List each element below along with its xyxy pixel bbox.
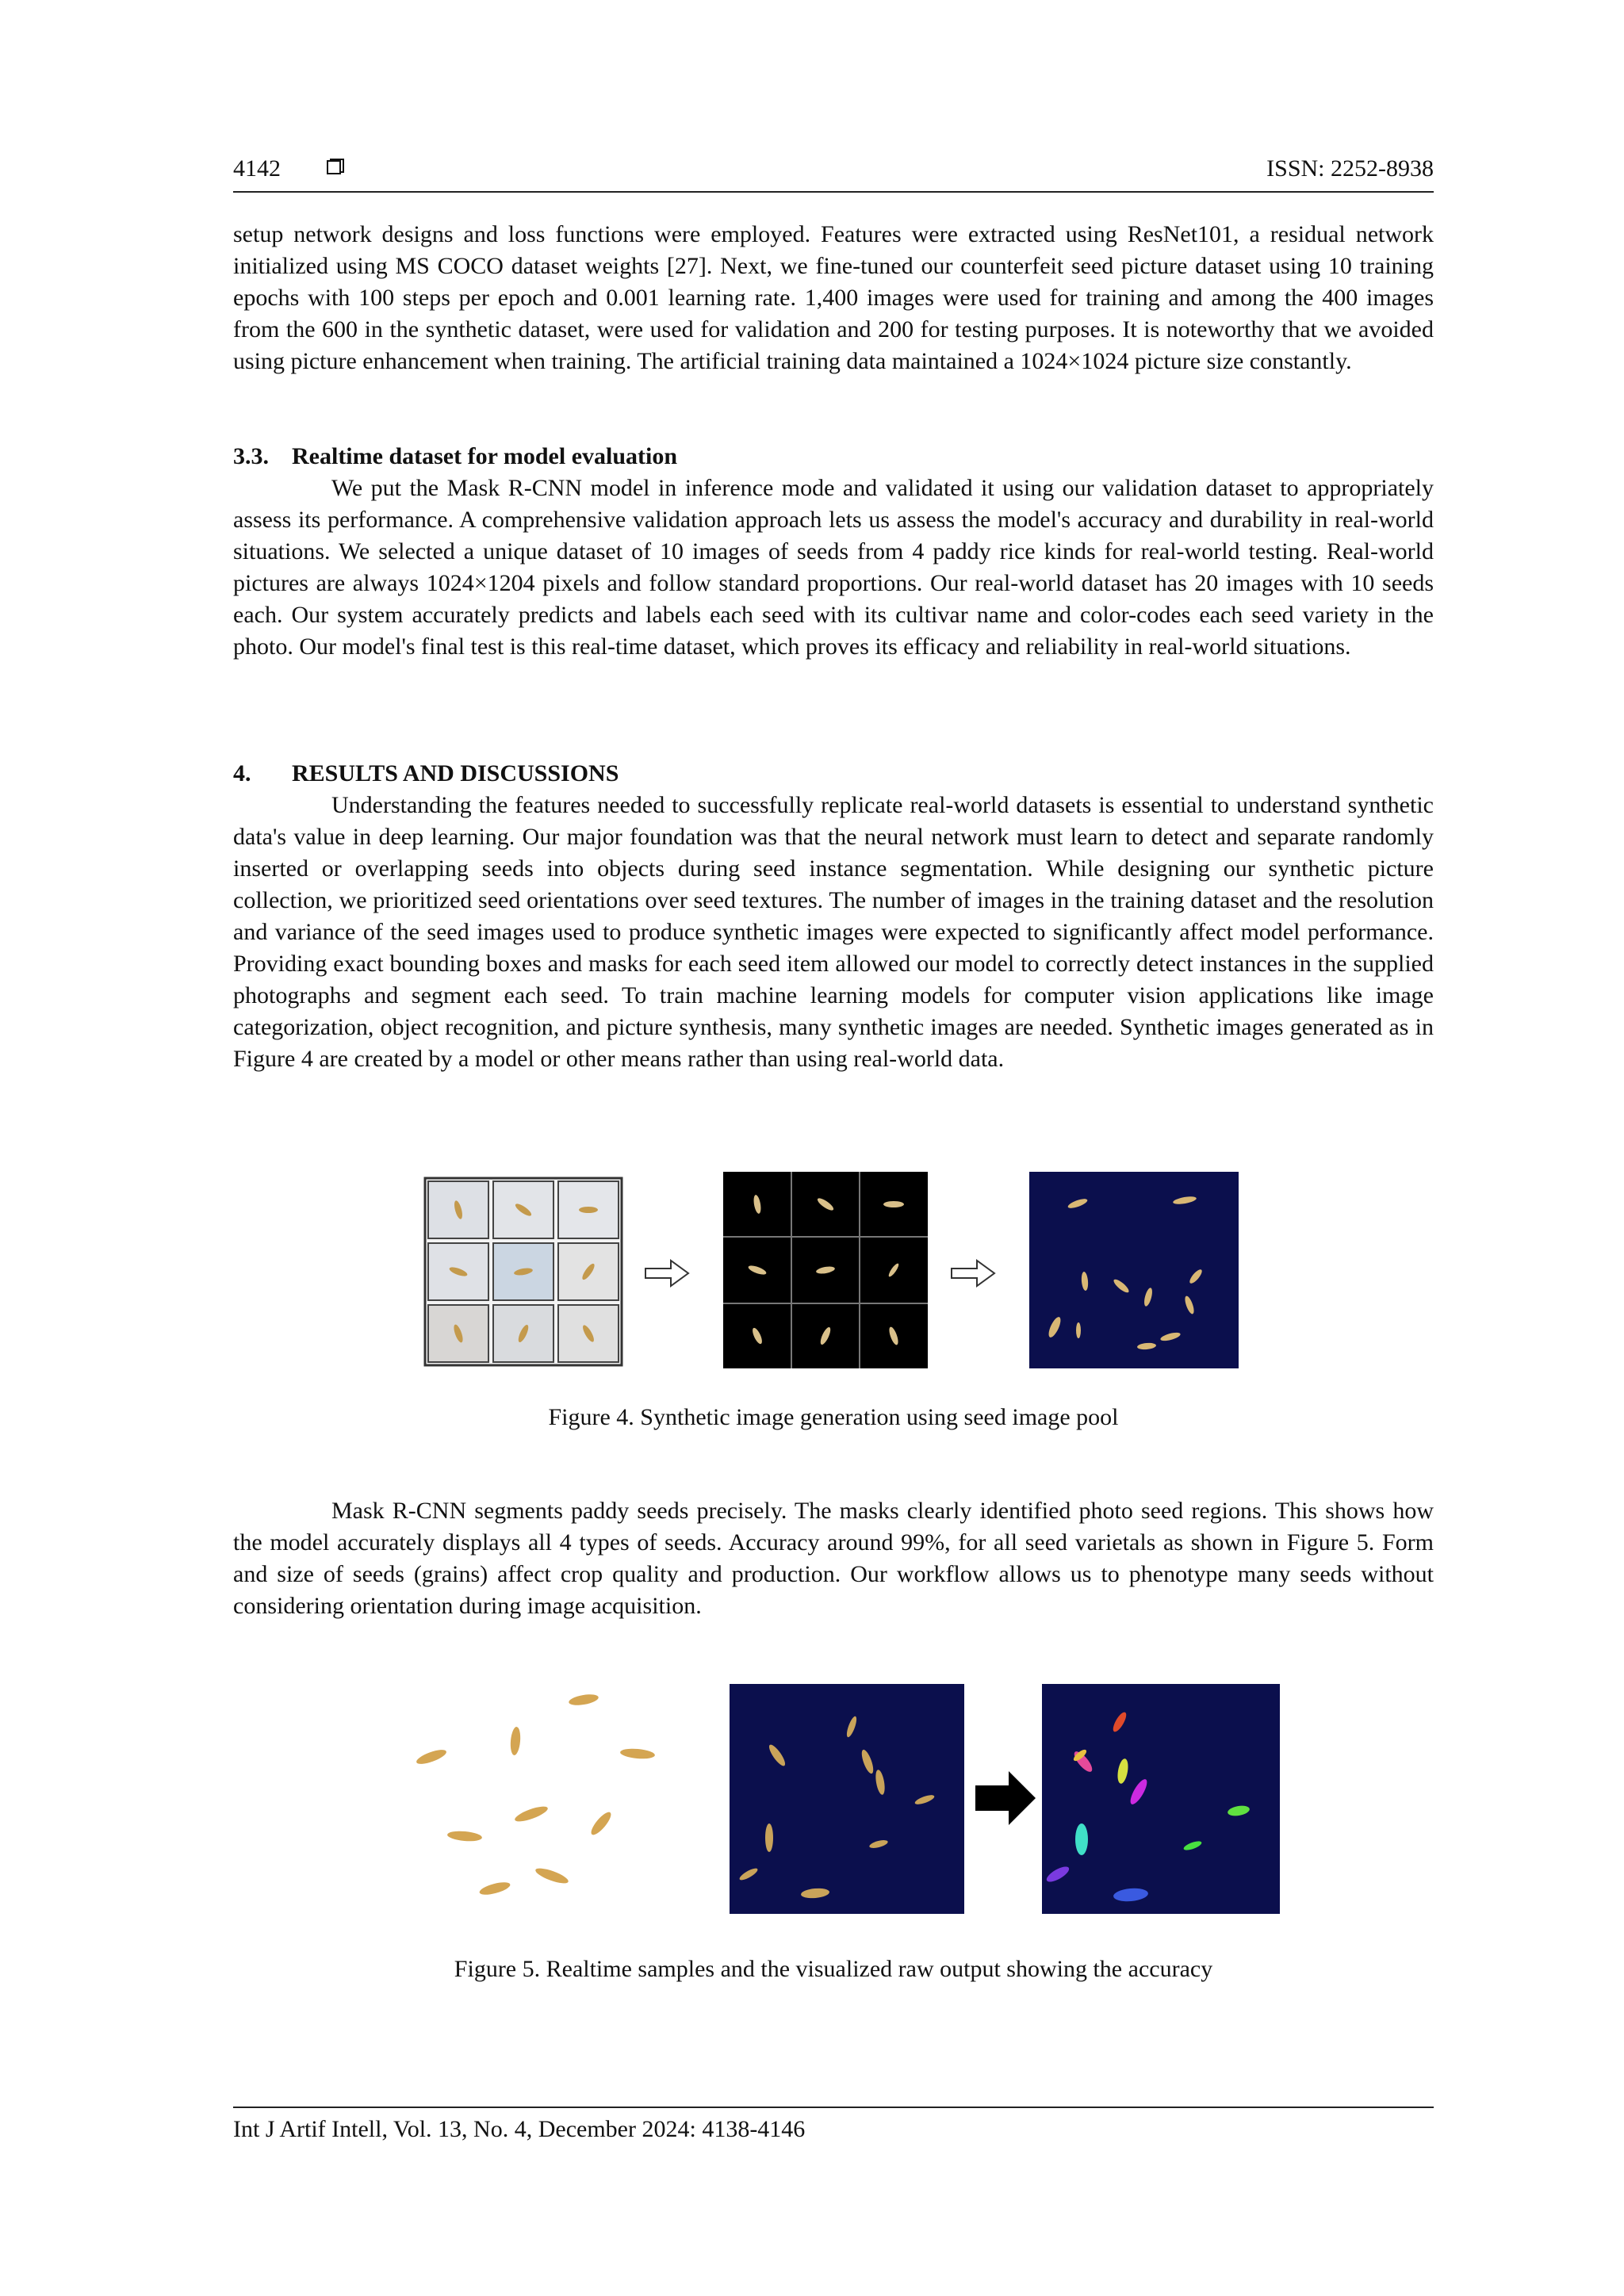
figure-4-image	[423, 1169, 1243, 1376]
header-rule	[233, 191, 1434, 193]
box-square-icon	[327, 159, 344, 176]
section-4-heading	[233, 758, 619, 790]
section-3-3-number: 3.3.	[233, 443, 269, 469]
synthetic-output-image	[1029, 1172, 1239, 1368]
footer-rule	[233, 2107, 1434, 2108]
section-3-3-title: Realtime dataset for model evaluation	[292, 443, 678, 469]
section-3-3-body: We put the Mask R-CNN model in inference mode and validated it using our validation dataset to appropriately assess its performance. A comprehensive validation approach lets us assess the model's accuracy and durability in real-world situations. We selected a unique dataset of 10 images of seeds from 4 paddy rice kinds for real-world testing. Real-world pictures are always 1024×1204 pixels and follow standard proportions. Our real-world dataset has 20 images with 10 seeds each. Our system accurately predicts and labels each seed with its cultivar name and color-codes each seed variety in the photo. Our model's final test is this real-time dataset, which proves its efficacy and reliability in real-world situations.	[233, 475, 1434, 660]
realtime-seed-input	[730, 1684, 964, 1914]
page-number: 4142	[233, 155, 281, 182]
figure-5-caption: Figure 5. Realtime samples and the visualized raw output showing the accuracy	[454, 1956, 1213, 1982]
figure-4-caption: Figure 4. Synthetic image generation using seed image pool	[548, 1404, 1119, 1430]
section-3-3-heading	[233, 441, 677, 473]
page-header	[233, 155, 1434, 195]
intro-paragraph: setup network designs and loss functions were employed. Features were extracted using ResNet101, a residual network initialized using MS COCO dataset weights [27]. Next, we fine-tuned our counterfeit seed picture dataset using 10 training epochs with 100 steps per epoch and 0.001 learning rate. 1,400 images were used for training and among the 400 images from the 600 in the synthetic dataset, were used for validation and 200 for testing purposes. It is noteworthy that we avoided using picture enhancement when training. The artificial training data maintained a 1024×1024 picture size constantly.	[233, 221, 1434, 374]
section-4-body: Understanding the features needed to successfully replicate real-world datasets is essential to understand synthetic data's value in deep learning. Our major foundation was that the neural network must learn to detect and separate randomly inserted or overlapping seeds into objects during seed instance segmentation. While designing our synthetic picture collection, we prioritized seed orientations over seed textures. The number of images in the training dataset and the resolution and variance of the seed images used to produce synthetic images were expected to significantly affect model performance. Providing exact bounding boxes and masks for each seed item allowed our model to correctly detect instances in the supplied photographs and segment each seed. To train machine learning models for computer vision applications like image categorization, object recognition, and picture synthesis, many synthetic images are needed. Synthetic images generated as in Figure 4 are created by a model or other means rather than using real-world data.	[233, 792, 1434, 1072]
seed-mask-grid	[723, 1172, 928, 1368]
paragraph-after-figure-4: Mask R-CNN segments paddy seeds precisely. The masks clearly identified photo seed regions. This shows how the model accurately displays all 4 types of seeds. Accuracy around 99%, for all seed varietals as shown in Figure 5. Form and size of seeds (grains) affect crop quality and production. Our workflow allows us to phenotype many seeds without considering orientation during image acquisition.	[233, 1498, 1434, 1619]
realtime-seed-sample	[415, 1693, 655, 1897]
issn: ISSN: 2252-8938	[1266, 155, 1434, 182]
seed-image-pool-grid	[425, 1178, 622, 1365]
section-4-number: 4.	[233, 760, 251, 786]
footer-citation: Int J Artif Intell, Vol. 13, No. 4, December 2024: 4138-4146	[233, 2116, 806, 2142]
arrow-right-icon	[645, 1261, 688, 1286]
figure-5-image	[408, 1679, 1280, 1920]
arrow-right-icon	[975, 1771, 1036, 1825]
segmentation-output-image	[1042, 1684, 1280, 1914]
arrow-right-icon	[952, 1261, 994, 1286]
section-4-title: RESULTS AND DISCUSSIONS	[292, 760, 619, 786]
